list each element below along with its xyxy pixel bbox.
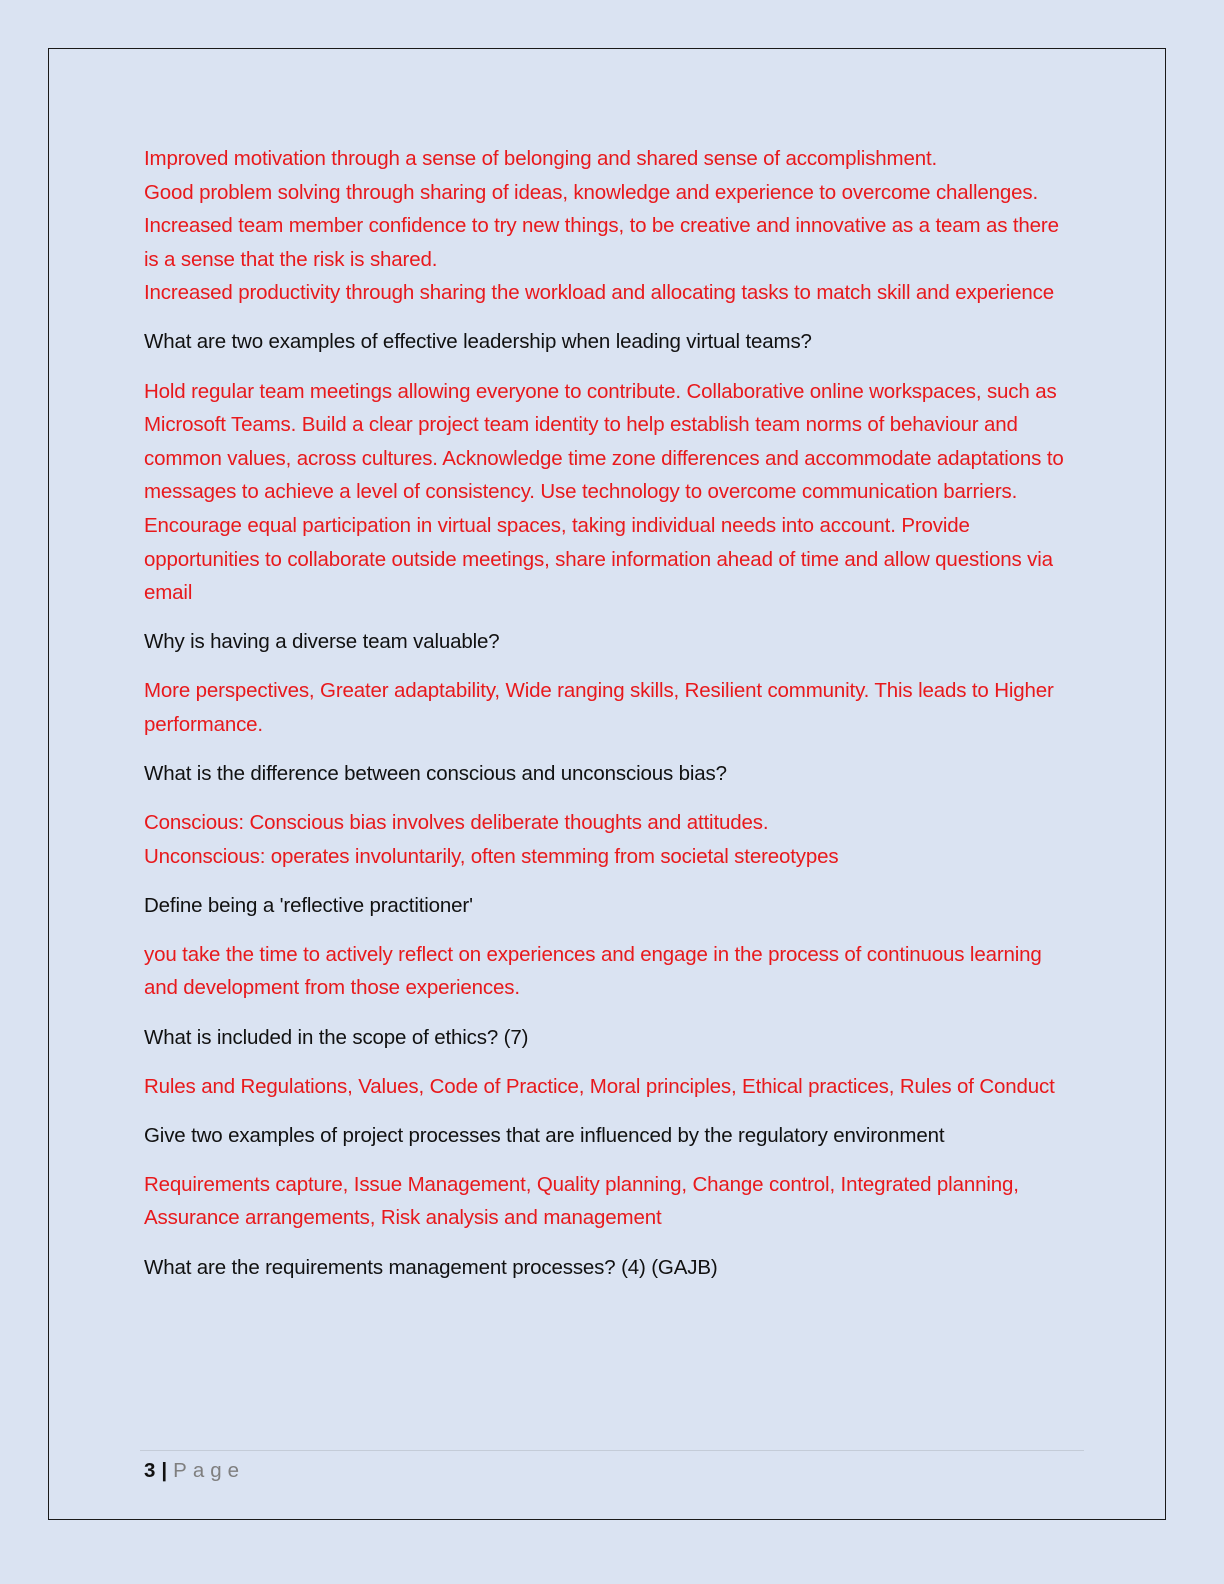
answer-block [144,938,1074,1005]
answer-line: Improved motivation through a sense of belonging and shared sense of accomplishment. [144,147,938,170]
answer-block [144,1168,1074,1235]
answer-block [144,674,1074,741]
answer-line: More perspectives, Greater adaptability, Wide ranging skills, Resilient community. This leads to Higher performance. [144,679,1054,736]
answer-block [144,1070,1074,1104]
question-text: Give two examples of project processes that are influenced by the regulatory environment [144,1123,945,1147]
question-text: What is the difference between conscious and unconscious bias? [144,762,727,785]
answer-line: Requirements capture, Issue Management, Quality planning, Change control, Integrated planning, Assurance arrangements, Risk analysis and management [144,1172,1019,1230]
answer-line: Hold regular team meetings allowing everyone to contribute. Collaborative online workspaces, such as Microsoft Teams. Build a clear project team identity to help establish team norms of behaviour and common values, across cultures. Acknowledge time zone differences and accommodate adaptations to messages to achieve a level of consistency. Use technology to overcome communication barriers. Encourage equal participation in virtual spaces, taking individual needs into account. Provide opportunities to collaborate outside meetings, share information ahead of time and allow questions via email [144,379,1064,605]
answer-line: Unconscious: operates involuntarily, often stemming from societal stereotypes [144,844,839,868]
answer-line: Conscious: Conscious bias involves deliberate thoughts and attitudes. [144,811,769,835]
answer-line: Good problem solving through sharing of ideas, knowledge and experience to overcome challenges. [144,180,1039,204]
answer-line: you take the time to actively reflect on experiences and engage in the process of continuous learning and development from those experiences. [144,942,1042,1000]
document-body [144,142,1074,1300]
question-text: Define being a 'reflective practitioner' [144,893,473,917]
answer-line: Rules and Regulations, Values, Code of Practice, Moral principles, Ethical practices, Rules of Conduct [144,1074,1055,1098]
footer-separator: | [161,1459,168,1482]
answer-block [144,806,1074,873]
answer-block [144,375,1074,610]
answer-line: Increased team member confidence to try new things, to be creative and innovative as a team as there is a sense that the risk is shared. [144,214,1059,271]
page-label: Page [173,1459,246,1482]
question-text: Why is having a diverse team valuable? [144,630,500,654]
page-number: 3 [144,1459,156,1482]
answer-block [144,142,1074,310]
page-footer [144,1456,245,1486]
question-text: What is included in the scope of ethics? (7) [144,1025,529,1049]
question-text: What are the requirements management processes? (4) (GAJB) [144,1255,718,1279]
answer-line: Increased productivity through sharing the workload and allocating tasks to match skill and experience [144,281,1054,305]
footer-divider [140,1450,1084,1451]
question-text: What are two examples of effective leadership when leading virtual teams? [144,330,812,354]
